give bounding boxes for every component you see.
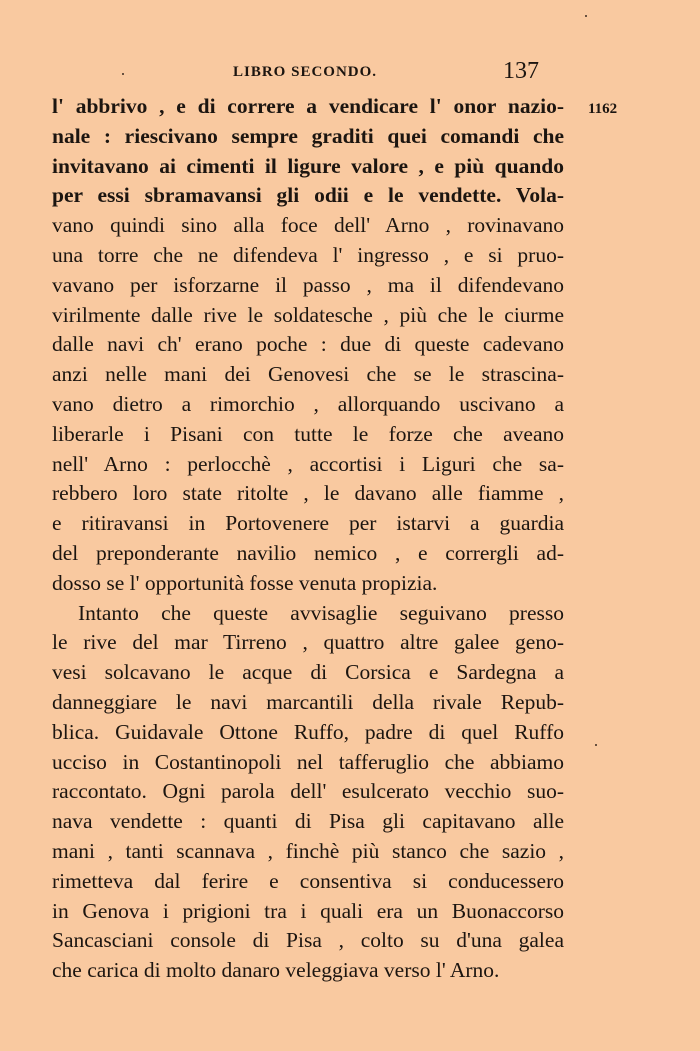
text-line: rebbero loro state ritolte , le davano alle fiamme ,	[52, 481, 564, 506]
text-line: e ritiravansi in Portovenere per istarvi a guardia	[52, 511, 564, 536]
body-text	[52, 92, 564, 986]
text-line: ucciso in Costantinopoli nel tafferuglio che abbiamo	[52, 749, 564, 774]
text-line: Sancasciani console di Pisa , colto su d'una galea	[52, 928, 564, 953]
text-line: vano dietro a rimorchio , allorquando uscivano a	[52, 391, 564, 416]
running-head: LIBRO SECONDO.	[233, 64, 378, 80]
text-line: rimetteva dal ferire e consentiva si conducessero	[52, 868, 564, 893]
text-line: vesi solcavano le acque di Corsica e Sardegna a	[52, 660, 564, 685]
page-header	[0, 58, 700, 90]
text-line: nava vendette : quanti di Pisa gli capitavano alle	[52, 809, 564, 834]
text-line: blica. Guidavale Ottone Ruffo, padre di quel Ruffo	[52, 719, 564, 744]
text-line: del preponderante navilio nemico , e corrergli ad-	[52, 540, 564, 565]
paragraph-1	[52, 92, 564, 599]
text-line: nale : riescivano sempre graditi quei comandi che	[52, 123, 564, 148]
text-line: in Genova i prigioni tra i quali era un Buonaccorso	[52, 898, 564, 923]
text-line: liberarle i Pisani con tutte le forze che aveano	[52, 421, 564, 446]
text-line: anzi nelle mani dei Genovesi che se le strascina-	[52, 362, 564, 387]
text-line: invitavano ai cimenti il ligure valore , e più quando	[52, 153, 564, 178]
text-line: vavano per isforzarne il passo , ma il difendevano	[52, 272, 564, 297]
paper-speck	[585, 15, 587, 17]
text-line: che carica di molto danaro veleggiava verso l' Arno.	[52, 958, 500, 983]
paragraph-2	[52, 599, 564, 986]
text-line: una torre che ne difendeva l' ingresso , e si pruo-	[52, 242, 564, 267]
text-line: raccontato. Ogni parola dell' esulcerato vecchio suo-	[52, 779, 564, 804]
text-line: l' abbrivo , e di correre a vendicare l' onor nazio-	[52, 94, 564, 118]
text-line: le rive del mar Tirreno , quattro altre galee geno-	[52, 630, 564, 655]
text-line: dalle navi ch' erano poche : due di queste cadevano	[52, 332, 564, 357]
page-number: 137	[503, 58, 539, 84]
text-line: danneggiare le navi marcantili della rivale Repub-	[52, 689, 564, 714]
paper-speck	[595, 744, 597, 746]
text-line: Intanto che queste avvisaglie seguivano presso	[78, 600, 564, 625]
margin-year-note: 1162	[588, 101, 618, 117]
text-line: per essi sbramavansi gli odii e le vendette. Vola-	[52, 183, 564, 208]
text-line: virilmente dalle rive le soldatesche , più che le ciurme	[52, 302, 564, 327]
text-line: nell' Arno : perlocchè , accortisi i Liguri che sa-	[52, 451, 564, 476]
text-line: vano quindi sino alla foce dell' Arno , rovinavano	[52, 213, 564, 238]
text-line: dosso se l' opportunità fosse venuta propizia.	[52, 570, 438, 595]
text-line: mani , tanti scannava , finchè più stanco che sazio ,	[52, 838, 564, 863]
paper-speck	[122, 73, 124, 75]
